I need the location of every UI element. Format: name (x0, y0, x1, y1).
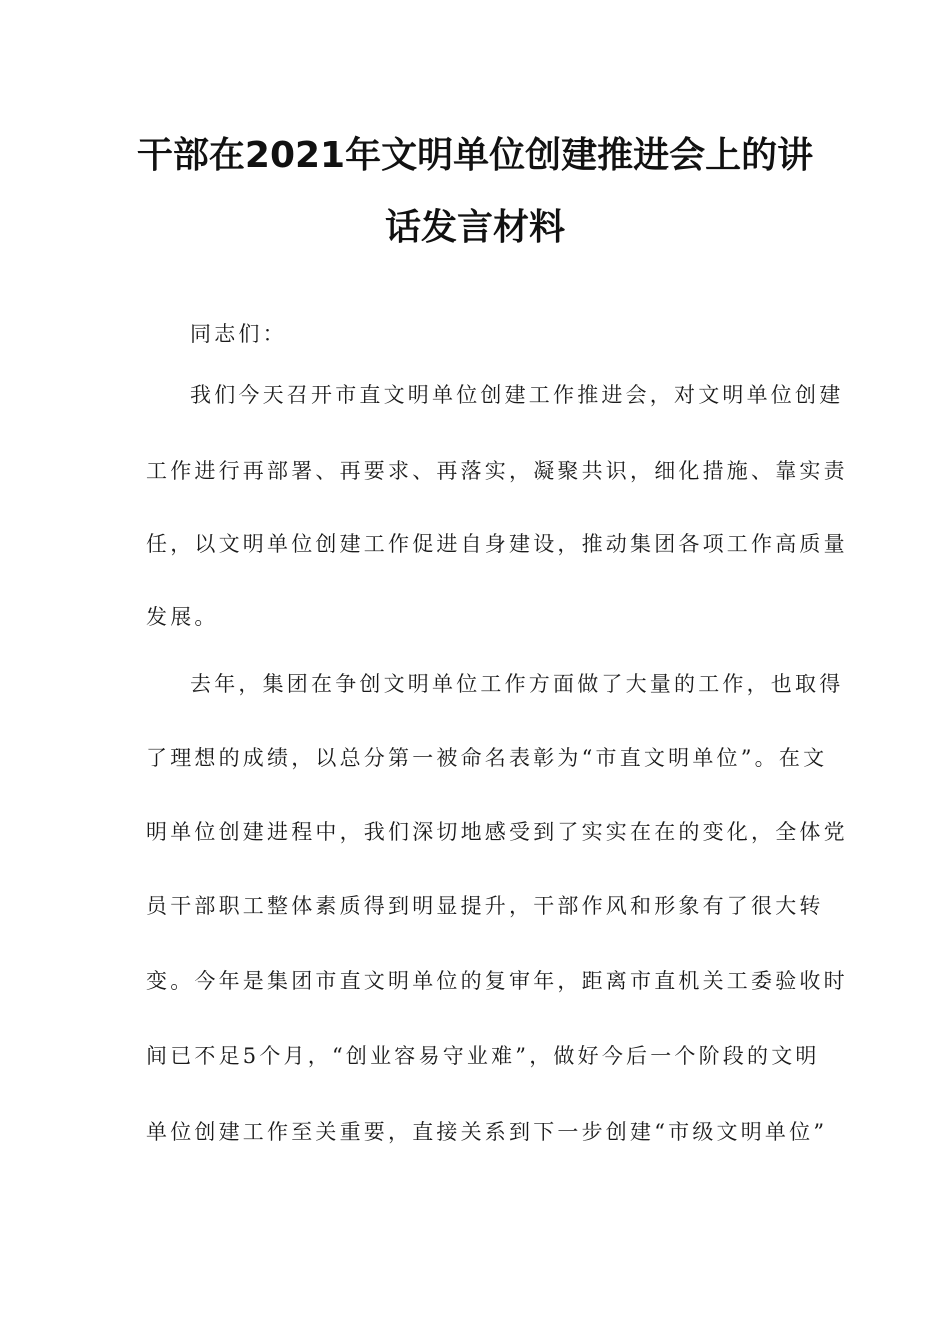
paragraph-1-line-2: 工作进行再部署、再要求、再落实，凝聚共识，细化措施、靠实责 (146, 459, 848, 483)
paragraph-1-line-1: 我们今天召开市直文明单位创建工作推进会，对文明单位创建 (190, 383, 844, 407)
paragraph-2-line-3: 明单位创建进程中，我们深切地感受到了实实在在的变化，全体党 (146, 820, 848, 844)
salutation: 同志们： (190, 322, 287, 346)
paragraph-2-line-1: 去年，集团在争创文明单位工作方面做了大量的工作，也取得 (190, 672, 844, 696)
paragraph-2-line-5: 变。今年是集团市直文明单位的复审年，距离市直机关工委验收时 (146, 969, 848, 993)
document-title-line-2: 话发言材料 (384, 207, 565, 248)
paragraph-1-line-3: 任，以文明单位创建工作促进自身建设，推动集团各项工作高质量 (146, 532, 848, 556)
paragraph-2-line-2: 了理想的成绩，以总分第一被命名表彰为“市直文明单位”。在文 (146, 746, 828, 770)
paragraph-2-line-4: 员干部职工整体素质得到明显提升，干部作风和形象有了很大转 (146, 894, 824, 918)
document-title-line-1: 干部在2021年文明单位创建推进会上的讲 (136, 135, 814, 176)
paragraph-1-line-4: 发展。 (146, 605, 219, 629)
paragraph-2-line-7: 单位创建工作至关重要，直接关系到下一步创建“市级文明单位” (146, 1120, 828, 1144)
paragraph-2-line-6: 间已不足5个月，“创业容易守业难”，做好今后一个阶段的文明 (146, 1044, 820, 1068)
